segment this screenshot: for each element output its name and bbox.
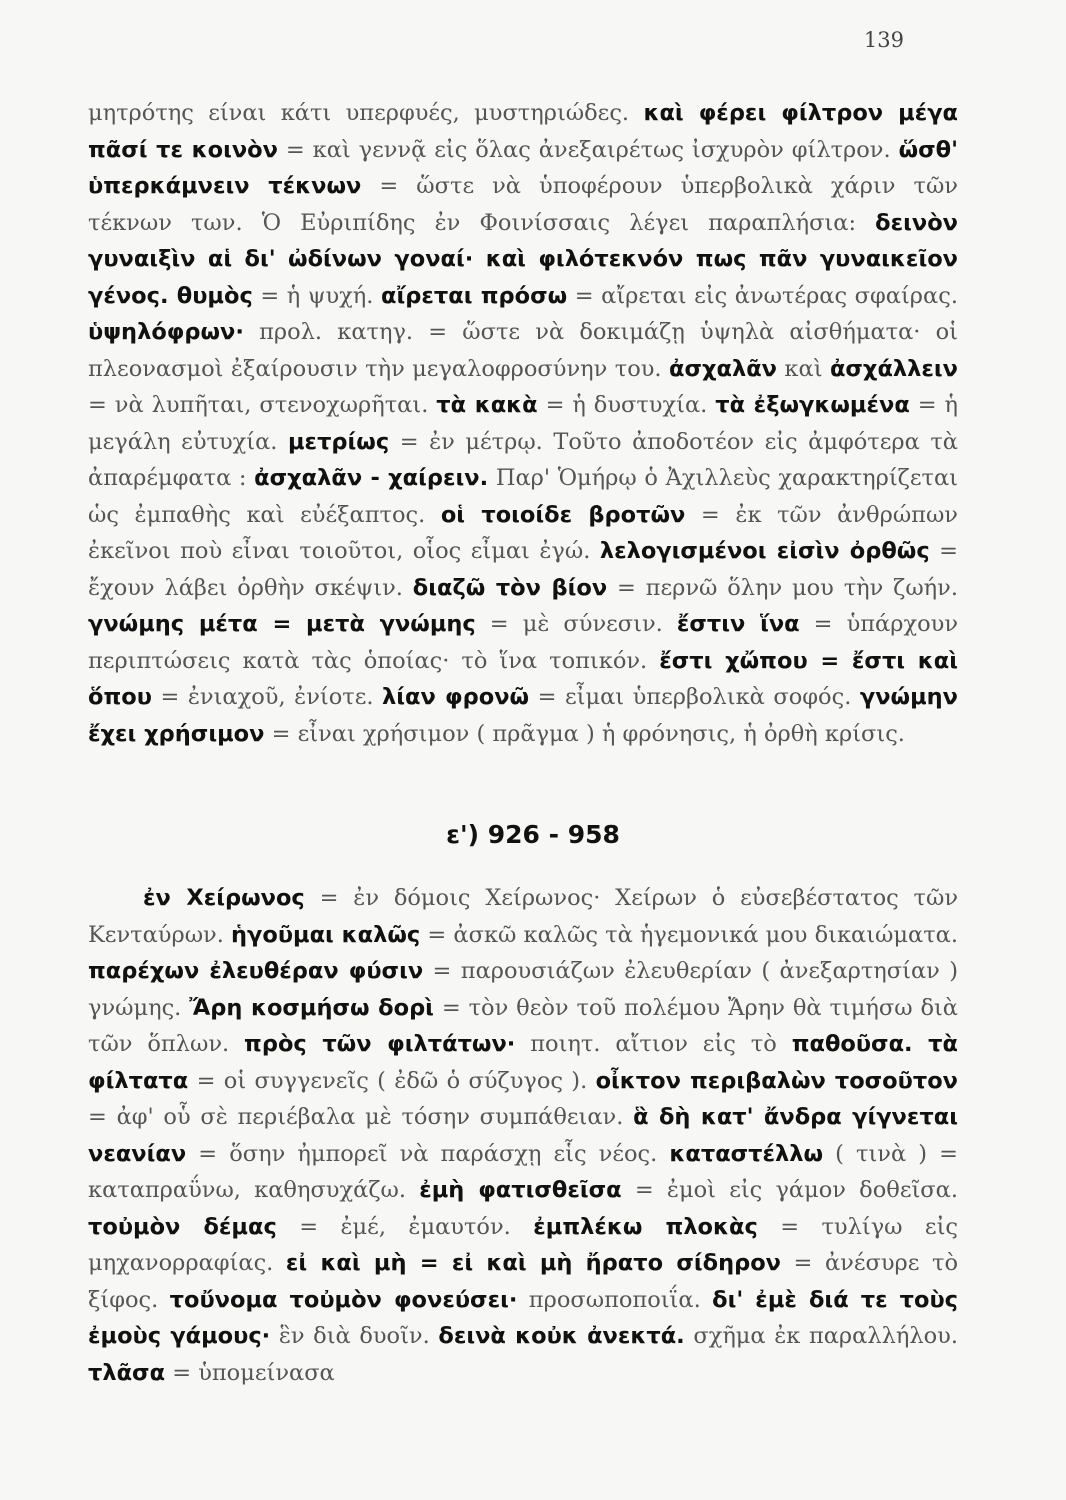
lemma-term: γνώμην ἔχει χρήσιμον [88,684,958,747]
lemma-term: τὰ ἐξωγκωμένα [715,392,910,418]
gloss-text: = εἶναι χρήσιμον ( πρᾶγμα ) ἡ φρόνησις, ἡ ὀρθὴ κρίσις. [264,720,905,747]
lemma-term: εἰ καὶ μὴ = εἰ καὶ μὴ ἤρατο σίδηρον [285,1250,781,1276]
lemma-term: οἶκτον περιβαλὼν τοσοῦτον [595,1067,958,1094]
gloss-text: μητρότης είναι κάτι υπερφυές, μυστηριώδες. [88,100,644,126]
lemma-term: ἀσχαλᾶν [669,355,777,382]
gloss-text: = ἐμοὶ εἰς γάμον δοθεῖσα. [621,1177,958,1203]
gloss-text: = αἴρεται εἰς ἀνωτέρας σφαίρας. [567,282,958,309]
lemma-term: γνώμης μέτα = μετὰ γνώμης [88,611,476,637]
gloss-text: = νὰ λυπῆται, στενοχωρῆται. [88,392,437,418]
gloss-text: = τυλίγω εἰς μηχανορραφίας. [88,1213,958,1276]
gloss-text: = ἀσκῶ καλῶς τὰ ἡγεμονικά μου δικαιώματα. [420,921,959,948]
lemma-term: αἴρεται πρόσω [381,282,568,309]
gloss-text: καὶ [777,355,830,382]
gloss-text: = ὑπάρχουν περιπτώσεις κατὰ τὰς ὁποίας· τὸ ἵνα τοπικόν. [88,611,958,674]
lemma-term: λίαν φρονῶ [382,684,530,710]
lemma-term: ὥσθ' ὑπερκάμνειν τέκνων [88,136,958,199]
gloss-text: = ἐμέ, ἐμαυτόν. [276,1213,534,1240]
gloss-text: = εἶμαι ὑπερβολικὰ σοφός. [529,684,860,710]
lemma-term: καταστέλλω [669,1140,824,1167]
gloss-text: = τὸν θεὸν τοῦ πολέμου Ἄρην θὰ τιμήσω διὰ τῶν ὅπλων. [88,994,959,1057]
gloss-text: = ἐκ τῶν ἀνθρώπων ἐκεῖνοι ποὺ εἶναι τοιοῦτοι, οἷος εἶμαι ἐγώ. [88,501,958,564]
gloss-text: = ἡ μεγάλη εὐτυχία. [88,392,958,455]
lemma-term: ἀσχαλᾶν - χαίρειν. [254,465,489,491]
lemma-term: Ἄρη κοσμήσω δορὶ [189,994,434,1021]
gloss-text: = ἀνέσυρε τὸ ξίφος. [88,1250,958,1313]
lemma-term: ἔστιν ἵνα [676,611,800,637]
lemma-term: καὶ φέρει φίλτρον μέγα πᾶσί τε κοινὸν [88,100,959,163]
lemma-term: ἐμὴ φατισθεῖσα [419,1177,622,1203]
lemma-term: ἃ δὴ κατ' ἄνδρα γίγνεται νεανίαν [88,1104,958,1167]
gloss-text: = ἐν μέτρῳ. Τοῦτο ἀποδοτέον εἰς ἀμφότερα τὰ ἀπαρέμφατα : [88,428,958,491]
gloss-text: = παρουσιάζων ἐλευθερίαν ( ἀνεξαρτησίαν ) γνώμης. [88,958,958,1021]
lemma-term: δι' ἐμὲ διά τε τοὺς ἐμοὺς γάμους· [88,1286,959,1349]
lemma-term: τλᾶσα [88,1359,166,1386]
lemma-term: μετρίως [287,428,390,455]
gloss-text: ( τινὰ ) = καταπραΰνω, καθησυχάζω. [88,1140,958,1203]
gloss-text: ἓν διὰ δυοῖν. [270,1323,439,1349]
lemma-term: τοὐμὸν δέμας [88,1213,277,1240]
gloss-text: = ἔχουν λάβει ὀρθὴν σκέψιν. [88,538,958,601]
gloss-text: = ἡ δυστυχία. [537,392,716,418]
gloss-text: = μὲ σύνεσιν. [475,611,677,637]
section-heading: ε') 926 - 958 [446,820,620,849]
gloss-text: = οἱ συγγενεῖς ( ἐδῶ ὁ σύζυγος ). [188,1067,596,1094]
lemma-term: παρέχων ἐλευθέραν φύσιν [88,958,424,984]
gloss-text: = καὶ γεννᾷ εἰς ὅλας ἀνεξαιρέτως ἰσχυρὸν φίλτρον. [277,136,899,163]
commentary-paragraph [88,95,958,752]
lemma-term: οἱ τοιοίδε βροτῶν [440,501,686,528]
lemma-term: πρὸς τῶν φιλτάτων· [244,1031,516,1057]
lemma-term: τὰ κακὰ [436,392,538,418]
gloss-text: = περνῶ ὅλην μου τὴν ζωήν. [607,574,958,601]
gloss-text: ποιητ. αἴτιον εἰς τὸ [515,1031,792,1057]
gloss-text: Παρ' Ὁμήρῳ ὁ Ἀχιλλεὺς χαρακτηρίζεται ὡς ἐμπαθὴς καὶ εὐέξαπτος. [88,465,958,528]
gloss-text: = ἐν δόμοις Χείρωνος· Χείρων ὁ εὐσεβέστατος τῶν Κενταύρων. [88,885,959,948]
lemma-term: ὑψηλόφρων· [88,319,244,345]
lemma-term: ἀσχάλλειν [829,355,958,382]
gloss-text: = ἀφ' οὗ σὲ περιέβαλα μὲ τόσην συμπάθειαν. [88,1104,634,1130]
gloss-text: = ὑπομείνασα [165,1359,335,1386]
gloss-text: σχῆμα ἐκ παραλλήλου. [684,1323,958,1349]
page-number: 139 [863,28,904,52]
gloss-text: = ἡ ψυχή. [252,282,382,309]
gloss-text: = ὥστε νὰ ὑποφέρουν ὑπερβολικὰ χάριν τῶν τέκνων των. Ὁ Εὐριπίδης ἐν Φοινίσσαις λέγει παραπλήσια: [88,173,958,236]
lemma-term: ἐμπλέκω πλοκὰς [533,1213,758,1240]
gloss-text: = ἐνιαχοῦ, ἐνίοτε. [151,684,383,710]
lemma-term: ἔστι χὤπου = ἔστι καὶ ὅπου [88,647,958,710]
lemma-term: λελογισμένοι εἰσὶν ὀρθῶς [599,538,930,564]
lemma-term: τοὔνομα τοὐμὸν φονεύσει· [169,1286,518,1313]
gloss-text: προσωποποιΐα. [517,1286,713,1313]
gloss-text: = ὅσην ἠμπορεῖ νὰ παράσχῃ εἷς νέος. [186,1140,670,1167]
commentary-paragraph-2 [88,880,958,1391]
lemma-term: δεινὸν γυναιξὶν αἱ δι' ὠδίνων γοναί· καὶ φιλότεκνόν πως πᾶν γυναικεῖον γένος. θυμὸς [88,209,958,309]
lemma-term: παθοῦσα. τὰ φίλτατα [88,1031,958,1094]
lemma-term: ἐν Χείρωνος [143,885,305,911]
lemma-term: διαζῶ τὸν βίον [412,574,608,601]
lemma-term: δεινὰ κοὐκ ἀνεκτά. [438,1323,685,1349]
lemma-term: ἡγοῦμαι καλῶς [231,921,421,948]
gloss-text: προλ. κατηγ. = ὥστε νὰ δοκιμάζῃ ὑψηλὰ αἰσθήματα· οἱ πλεονασμοὶ ἐξαίρουσιν τὴν μεγαλοφροσύνην του. [88,319,958,382]
